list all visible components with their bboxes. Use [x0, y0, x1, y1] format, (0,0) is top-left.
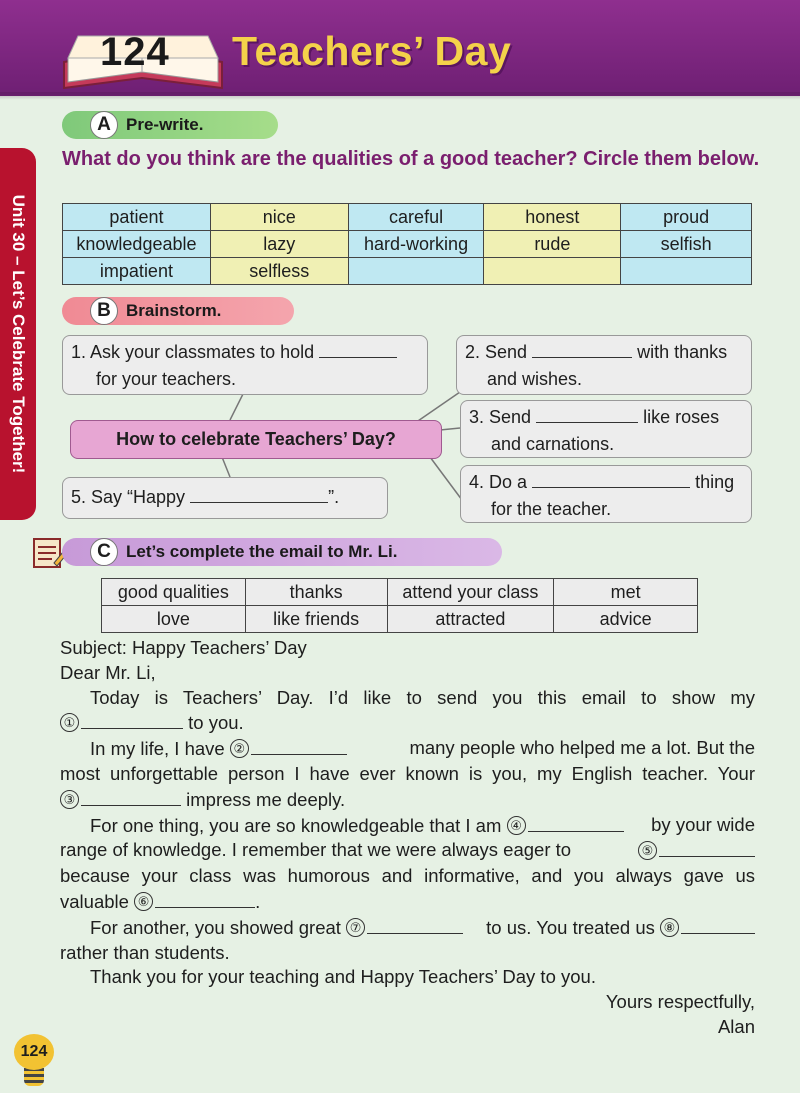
email-greeting: Dear Mr. Li, [60, 661, 156, 683]
blank-line[interactable] [190, 484, 328, 503]
email-text: range of knowledge. I remember that we were always eager to [60, 839, 572, 861]
blank-4[interactable] [528, 813, 624, 832]
word-bank-table [101, 578, 698, 633]
blank-marker-7: ⑦ [346, 918, 365, 937]
box-5-text: 5. Say “Happy [71, 487, 186, 507]
blank-1[interactable] [81, 710, 183, 729]
blank-3[interactable] [81, 787, 181, 806]
box-2-text: 2. Send [465, 342, 528, 362]
quality-cell[interactable]: patient [63, 204, 211, 231]
email-text: to you. [188, 712, 244, 734]
section-b-letter: B [90, 297, 118, 325]
blank-6[interactable] [155, 889, 255, 908]
blank-5[interactable] [659, 838, 755, 857]
blank-marker-8: ⑧ [660, 918, 679, 937]
email-subject: Subject: Happy Teachers’ Day [60, 637, 307, 658]
email-line [60, 710, 755, 736]
box-4-text-b: thing [695, 472, 735, 492]
box-3-text-2: and carnations. [491, 434, 615, 454]
email-text: impress me deeply. [186, 788, 346, 810]
word-cell: attend your class [387, 579, 554, 606]
word-cell: met [554, 579, 698, 606]
quality-cell[interactable]: proud [621, 204, 752, 231]
word-cell: advice [554, 606, 698, 633]
quality-cell[interactable]: selfish [621, 231, 752, 258]
quality-cell[interactable]: rude [484, 231, 621, 258]
quality-cell[interactable]: careful [348, 204, 484, 231]
box-3-text-b: like roses [643, 407, 720, 427]
blank-marker-4: ④ [507, 816, 526, 835]
box-2-text-2: and wishes. [487, 369, 583, 389]
email-line: most unforgettable person I have ever known is you, my English teacher. Your [60, 762, 755, 784]
email-text: In my life, I have [90, 738, 225, 760]
quality-cell[interactable]: knowledgeable [63, 231, 211, 258]
email-text: . [255, 890, 261, 912]
blank-marker-3: ③ [60, 790, 79, 809]
email-text: many people who helped me a lot. But the [409, 737, 755, 759]
table-row [102, 579, 698, 606]
email-text: to us. You treated us [486, 916, 655, 938]
section-c-title: Let’s complete the email to Mr. Li. [126, 542, 398, 561]
email-text: For another, you showed great [90, 916, 341, 938]
blank-marker-2: ② [230, 739, 249, 758]
email-line: Thank you for your teaching and Happy Teachers’ Day to you. [90, 966, 596, 988]
brainstorm-box-1 [62, 335, 428, 395]
email-line [60, 838, 755, 864]
email-body [60, 636, 755, 1040]
quality-cell[interactable]: nice [210, 204, 348, 231]
brainstorm-box-2 [456, 335, 752, 395]
blank-line[interactable] [532, 339, 632, 358]
email-signature: Alan [717, 1015, 755, 1037]
blank-marker-6: ⑥ [134, 892, 153, 911]
quality-cell[interactable]: hard-working [348, 231, 484, 258]
email-text: by your wide [651, 813, 755, 835]
blank-7[interactable] [367, 915, 463, 934]
blank-8[interactable] [681, 915, 755, 934]
box-2-text-b: with thanks [637, 342, 728, 362]
brainstorm-box-4 [460, 465, 752, 523]
email-line [60, 813, 755, 839]
box-3-text: 3. Send [469, 407, 532, 427]
page-title: Teachers’ Day [232, 28, 512, 74]
section-c-letter: C [90, 538, 118, 566]
section-a-question: What do you think are the qualities of a good teacher? Circle them below. [62, 148, 760, 170]
section-a-letter: A [90, 111, 118, 139]
email-text: For one thing, you are so knowledgeable that I am [90, 814, 502, 836]
email-text: valuable [60, 890, 129, 912]
brainstorm-center-topic: How to celebrate Teachers’ Day? [70, 420, 442, 459]
word-cell: love [102, 606, 246, 633]
email-line [60, 915, 755, 941]
box-1-text: 1. Ask your classmates to hold [71, 342, 315, 362]
email-line [60, 889, 755, 915]
blank-marker-5: ⑤ [638, 841, 657, 860]
email-line: because your class was humorous and informative, and you always gave us [60, 865, 755, 887]
brainstorm-box-3 [460, 400, 752, 458]
word-cell: like friends [245, 606, 387, 633]
lesson-number: 124 [100, 30, 170, 74]
unit-side-tab-label: Unit 30 – Let’s Celebrate Together! [9, 194, 28, 474]
word-cell: thanks [245, 579, 387, 606]
blank-line[interactable] [319, 339, 397, 358]
quality-cell[interactable]: lazy [210, 231, 348, 258]
quality-cell[interactable]: impatient [63, 258, 211, 285]
lightbulb-base-icon [24, 1068, 44, 1086]
blank-marker-1: ① [60, 713, 79, 732]
word-cell: good qualities [102, 579, 246, 606]
section-c-label [62, 538, 502, 566]
blank-2[interactable] [251, 736, 347, 755]
blank-line[interactable] [532, 469, 690, 488]
box-5-text-b: ”. [328, 487, 340, 507]
blank-line[interactable] [536, 404, 638, 423]
section-b-title: Brainstorm. [126, 301, 222, 320]
page-number: 124 [14, 1034, 54, 1070]
email-line [60, 787, 755, 813]
box-4-text-2: for the teacher. [491, 499, 612, 519]
email-line: Today is Teachers’ Day. I’d like to send you this email to show my [90, 686, 755, 708]
word-cell: attracted [387, 606, 554, 633]
quality-cell[interactable]: honest [484, 204, 621, 231]
email-closing: Yours respectfully, [605, 991, 755, 1013]
table-row [102, 606, 698, 633]
box-4-text: 4. Do a [469, 472, 528, 492]
brainstorm-box-5 [62, 477, 388, 519]
section-a-title: Pre-write. [126, 115, 204, 134]
quality-cell[interactable]: selfless [210, 258, 348, 285]
box-1-text-2: for your teachers. [96, 369, 237, 389]
email-line: rather than students. [60, 941, 230, 963]
email-line [60, 736, 755, 762]
